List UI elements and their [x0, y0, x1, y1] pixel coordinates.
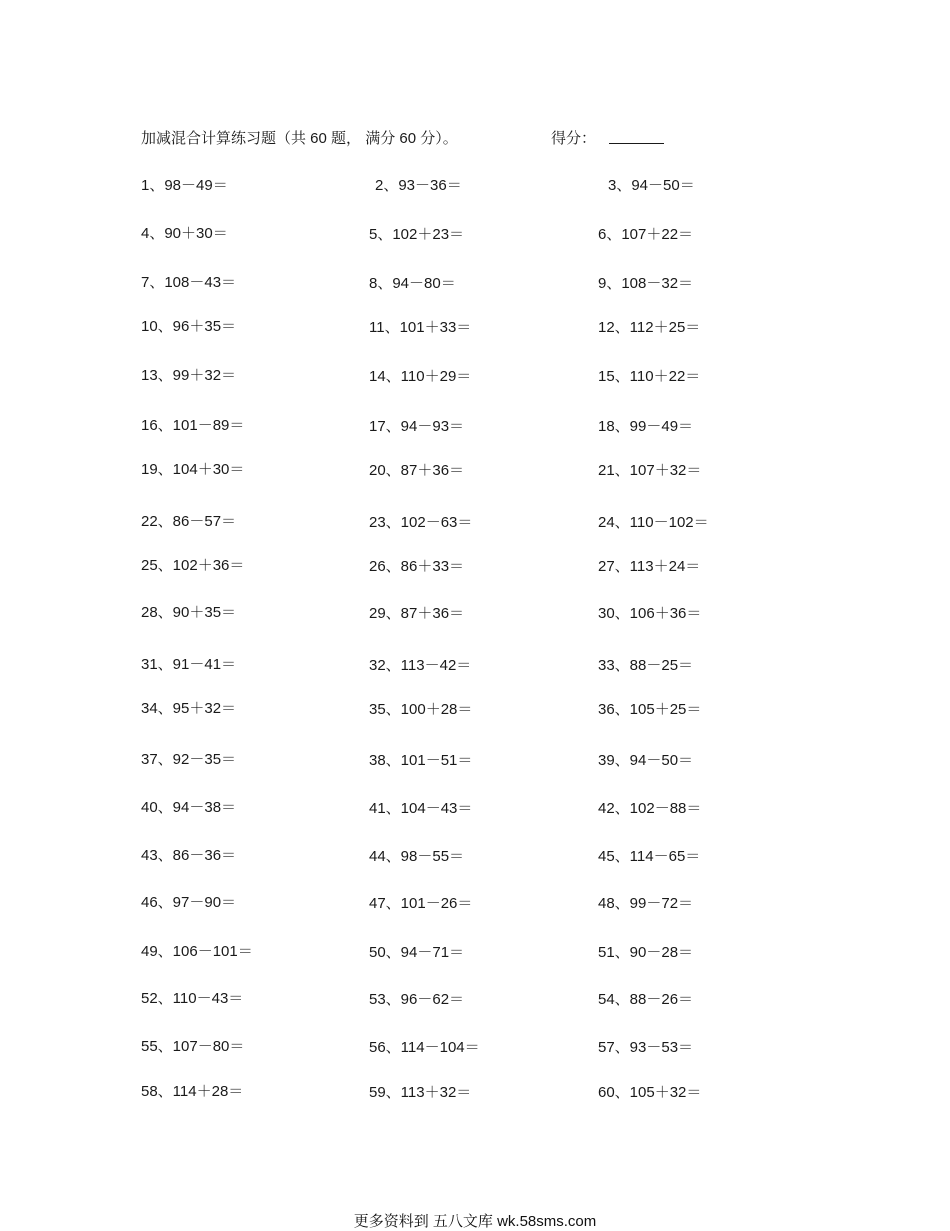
problem-item: 14、110＋29＝: [369, 368, 472, 385]
problem-item: 9、108－32＝: [598, 275, 694, 292]
problem-item: 54、88－26＝: [598, 991, 694, 1008]
problem-item: 32、113－42＝: [369, 657, 472, 674]
problem-item: 10、96＋35＝: [141, 318, 237, 335]
problem-item: 50、94－71＝: [369, 944, 465, 961]
problem-item: 21、107＋32＝: [598, 462, 702, 479]
problem-item: 33、88－25＝: [598, 657, 694, 674]
problem-item: 25、102＋36＝: [141, 557, 245, 574]
problem-item: 30、106＋36＝: [598, 605, 702, 622]
problem-item: 3、94－50＝: [608, 177, 695, 194]
problem-item: 15、110＋22＝: [598, 368, 701, 385]
problem-item: 31、91－41＝: [141, 656, 237, 673]
problem-item: 6、107＋22＝: [598, 226, 694, 243]
problem-item: 26、86＋33＝: [369, 558, 465, 575]
score-blank-line: [609, 143, 664, 144]
problem-item: 5、102＋23＝: [369, 226, 465, 243]
problem-item: 51、90－28＝: [598, 944, 694, 961]
problem-item: 41、104－43＝: [369, 800, 473, 817]
problem-item: 40、94－38＝: [141, 799, 237, 816]
problem-item: 48、99－72＝: [598, 895, 694, 912]
problem-item: 17、94－93＝: [369, 418, 465, 435]
problem-item: 60、105＋32＝: [598, 1084, 702, 1101]
problem-item: 44、98－55＝: [369, 848, 465, 865]
worksheet-title: 加减混合计算练习题（共 60 题， 满分 60 分）。: [141, 130, 458, 147]
problem-item: 36、105＋25＝: [598, 701, 702, 718]
problem-item: 52、110－43＝: [141, 990, 244, 1007]
problem-item: 23、102－63＝: [369, 514, 473, 531]
problem-item: 46、97－90＝: [141, 894, 237, 911]
problem-item: 37、92－35＝: [141, 751, 237, 768]
problem-item: 11、101＋33＝: [369, 319, 472, 336]
problem-item: 42、102－88＝: [598, 800, 702, 817]
problem-item: 57、93－53＝: [598, 1039, 694, 1056]
problem-item: 59、113＋32＝: [369, 1084, 472, 1101]
problem-item: 55、107－80＝: [141, 1038, 245, 1055]
problem-item: 38、101－51＝: [369, 752, 473, 769]
problem-item: 8、94－80＝: [369, 275, 456, 292]
problem-item: 19、104＋30＝: [141, 461, 245, 478]
problem-item: 2、93－36＝: [375, 177, 462, 194]
problem-item: 28、90＋35＝: [141, 604, 237, 621]
problem-item: 35、100＋28＝: [369, 701, 473, 718]
footer-watermark-text: 更多资料到 五八文库 wk.58sms.com: [353, 1213, 597, 1230]
problem-item: 47、101－26＝: [369, 895, 473, 912]
problem-item: 29、87＋36＝: [369, 605, 465, 622]
problem-item: 7、108－43＝: [141, 274, 237, 291]
problem-item: 27、113＋24＝: [598, 558, 701, 575]
problem-item: 56、114－104＝: [369, 1039, 480, 1056]
problem-item: 13、99＋32＝: [141, 367, 237, 384]
problem-item: 43、86－36＝: [141, 847, 237, 864]
problem-item: 12、112＋25＝: [598, 319, 701, 336]
problem-item: 4、90＋30＝: [141, 225, 228, 242]
problem-item: 39、94－50＝: [598, 752, 694, 769]
problem-item: 49、106－101＝: [141, 943, 253, 960]
problem-item: 22、86－57＝: [141, 513, 237, 530]
score-label: 得分：: [551, 130, 597, 147]
problem-item: 24、110－102＝: [598, 514, 709, 531]
problem-item: 45、114－65＝: [598, 848, 701, 865]
problem-item: 16、101－89＝: [141, 417, 245, 434]
problem-item: 18、99－49＝: [598, 418, 694, 435]
problem-item: 20、87＋36＝: [369, 462, 465, 479]
problem-item: 53、96－62＝: [369, 991, 465, 1008]
problem-item: 58、114＋28＝: [141, 1083, 244, 1100]
problem-item: 1、98－49＝: [141, 177, 228, 194]
problem-item: 34、95＋32＝: [141, 700, 237, 717]
